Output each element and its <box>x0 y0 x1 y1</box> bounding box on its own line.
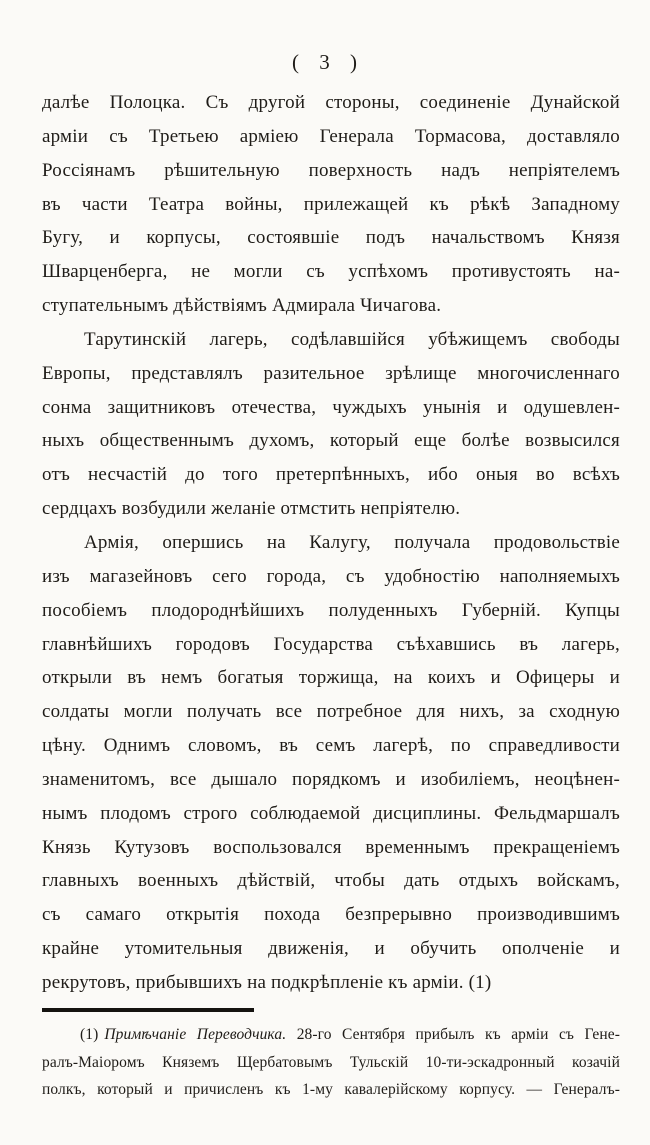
footnote <box>42 1021 620 1104</box>
footnote-line: полкъ, который и причисленъ къ 1-му кавалерійскому корпусу. — Генералъ- <box>42 1081 620 1098</box>
text-line: Бугу, и корпусы, состоявшіе подъ начальствомъ Князя <box>42 227 620 249</box>
text-line: рекрутовъ, прибывшихъ на подкрѣпленіе къ арміи. (1) <box>42 971 492 993</box>
footnote-divider <box>42 1008 254 1012</box>
text-line: солдаты могли получать все потребное для нихъ, за сходную <box>42 701 620 723</box>
footnote-line: ралъ-Маіоромъ Княземъ Щербатовымъ Тульскій 10-ти-эскадронный козачій <box>42 1053 620 1071</box>
footnote-text: 28-го Сентября прибылъ къ арміи съ Гене- <box>286 1026 620 1043</box>
text-line: арміи съ Третьею арміею Генерала Тормасова, доставляло <box>42 125 620 147</box>
text-line: Шварценберга, не могли съ успѣхомъ противустоять на- <box>42 261 620 283</box>
text-line: Европы, представлялъ разительное зрѣлище многочисленнаго <box>42 362 620 384</box>
text-line: ступательнымъ дѣйствіямъ Адмирала Чичагова. <box>42 295 442 317</box>
text-line: отъ несчастій до того претерпѣнныхъ, ибо оныя во всѣхъ <box>42 464 620 486</box>
text-line: въ части Театра войны, прилежащей къ рѣкѣ Западному <box>42 193 620 215</box>
footnote-rest <box>42 1049 620 1104</box>
text-line: главнѣйшихъ городовъ Государства съѣхавшись въ лагерь, <box>42 633 620 655</box>
text-line: ныхъ общественнымъ духомъ, который еще болѣе возвысился <box>42 430 620 452</box>
text-line: Князь Кутузовъ воспользовался временнымъ прекращеніемъ <box>42 836 620 858</box>
text-line: пособіемъ плодороднѣйшихъ полуденныхъ Губерній. Купцы <box>42 599 620 621</box>
footnote-label: Примѣчаніе Переводчика. <box>104 1026 287 1043</box>
text-line: цѣну. Однимъ словомъ, въ семъ лагерѣ, по справедливости <box>42 735 620 757</box>
page-number: ( 3 ) <box>292 50 358 74</box>
text-line: съ самаго открытія похода безпрерывно производившимъ <box>42 904 620 926</box>
text-line: нымъ плодомъ строго соблюдаемой дисциплины. Фельдмаршалъ <box>42 802 620 824</box>
text-line: изъ магазейновъ сего города, съ удобностію наполняемыхъ <box>42 565 620 587</box>
text-line: далѣе Полоцка. Съ другой стороны, соединеніе Дунайской <box>42 92 620 113</box>
footnote-marker: (1) <box>80 1026 99 1043</box>
text-line: Армія, опершись на Калугу, получала продовольствіе <box>84 531 620 553</box>
text-line: сердцахъ возбудили желаніе отмстить непріятелю. <box>42 498 461 520</box>
text-line: знаменитомъ, все дышало порядкомъ и изобиліемъ, неоцѣнен- <box>42 768 620 790</box>
text-line: крайне утомительныя движенія, и обучить ополченіе и <box>42 938 620 960</box>
text-line: Тарутинскій лагерь, содѣлавшійся убѣжищемъ свободы <box>84 328 620 350</box>
footnote-line <box>42 1021 620 1049</box>
text-line: открыли въ немъ богатыя торжища, на коихъ и Офицеры и <box>42 667 620 689</box>
text-line: Россіянамъ рѣшительную поверхность надъ непріятелемъ <box>42 159 620 181</box>
text-line: сонма защитниковъ отечества, чуждыхъ унынія и одушевлен- <box>42 396 620 418</box>
text-line: главныхъ военныхъ дѣйствій, чтобы дать отдыхъ войскамъ, <box>42 870 620 892</box>
body-text <box>42 86 620 1000</box>
